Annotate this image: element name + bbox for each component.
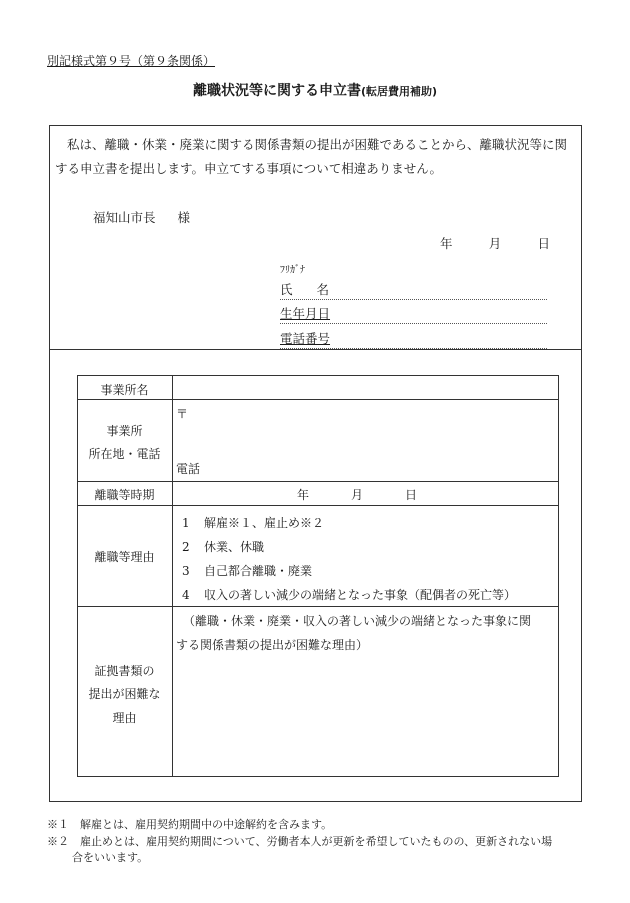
reason-option[interactable]: 2 休業、休職 <box>182 540 265 554</box>
table-row-divider <box>77 481 559 482</box>
reason-option[interactable]: 3 自己都合離職・廃業 <box>182 564 313 578</box>
postal-mark: 〒 <box>176 407 189 421</box>
office-phone-label: 電話 <box>176 462 201 476</box>
name-field[interactable] <box>280 281 547 300</box>
evidence-label-1: 証拠書類の <box>94 664 155 678</box>
section-divider <box>49 349 582 350</box>
separation-year-label: 年 <box>297 488 310 502</box>
reason-option[interactable]: 1 解雇※１、雇止め※２ <box>182 516 325 530</box>
footnote-1: ※１ 解雇とは、雇用契約期間中の中途解約を含みます。 <box>47 818 333 831</box>
evidence-reason-input[interactable] <box>173 656 558 776</box>
office-name-label: 事業所名 <box>100 383 149 397</box>
date-day-label: 日 <box>537 236 550 251</box>
birthdate-field[interactable] <box>280 305 547 324</box>
separation-date-input[interactable] <box>297 486 417 503</box>
furigana-label: ﾌﾘｶﾞﾅ <box>280 265 305 276</box>
name-label: 氏 名 <box>280 282 330 297</box>
office-name-input[interactable] <box>173 376 558 399</box>
evidence-label-3: 理由 <box>112 711 137 725</box>
separation-date-label: 離職等時期 <box>94 488 155 502</box>
declaration-text: 私は、離職・休業・廃業に関する関係書類の提出が困難であることから、離職状況等に関する申立書を提出します。申立てする事項について相違ありません。 <box>55 137 568 176</box>
separation-reason-label: 離職等理由 <box>94 550 155 564</box>
phone-field[interactable] <box>280 330 547 349</box>
office-address-label-2: 所在地・電話 <box>88 447 161 461</box>
submission-date[interactable] <box>440 234 550 252</box>
title-sub: (転居費用補助) <box>360 85 438 98</box>
office-address-input[interactable] <box>173 400 558 481</box>
evidence-label-2: 提出が困難な <box>88 687 161 701</box>
birthdate-label: 生年月日 <box>280 306 331 321</box>
office-address-label-1: 事業所 <box>106 424 143 438</box>
addressee <box>93 208 190 226</box>
document-title <box>0 80 630 100</box>
evidence-hint-2: する関係書類の提出が困難な理由） <box>176 638 369 652</box>
addressee-name: 福知山市長 <box>93 210 156 225</box>
evidence-hint-1: （離職・休業・廃業・収入の著しい減少の端緒となった事象に関 <box>183 614 532 628</box>
reason-option[interactable]: 4 収入の著しい減少の端緒となった事象（配偶者の死亡等） <box>182 588 517 602</box>
date-year-label: 年 <box>440 236 453 251</box>
addressee-honorific: 様 <box>177 210 191 225</box>
separation-month-label: 月 <box>350 488 363 502</box>
title-main: 離職状況等に関する申立書 <box>192 83 361 99</box>
footnote-2-continued: 合をいいます。 <box>72 851 149 864</box>
table-row-divider <box>77 606 559 607</box>
table-row-divider <box>77 505 559 506</box>
phone-label: 電話番号 <box>280 331 331 346</box>
separation-day-label: 日 <box>404 488 417 502</box>
footnote-2: ※２ 雇止めとは、雇用契約期間について、労働者本人が更新を希望していたものの、更新されない場 <box>47 835 553 848</box>
form-number: 別記様式第９号（第９条関係） <box>47 54 216 68</box>
date-month-label: 月 <box>488 236 502 251</box>
